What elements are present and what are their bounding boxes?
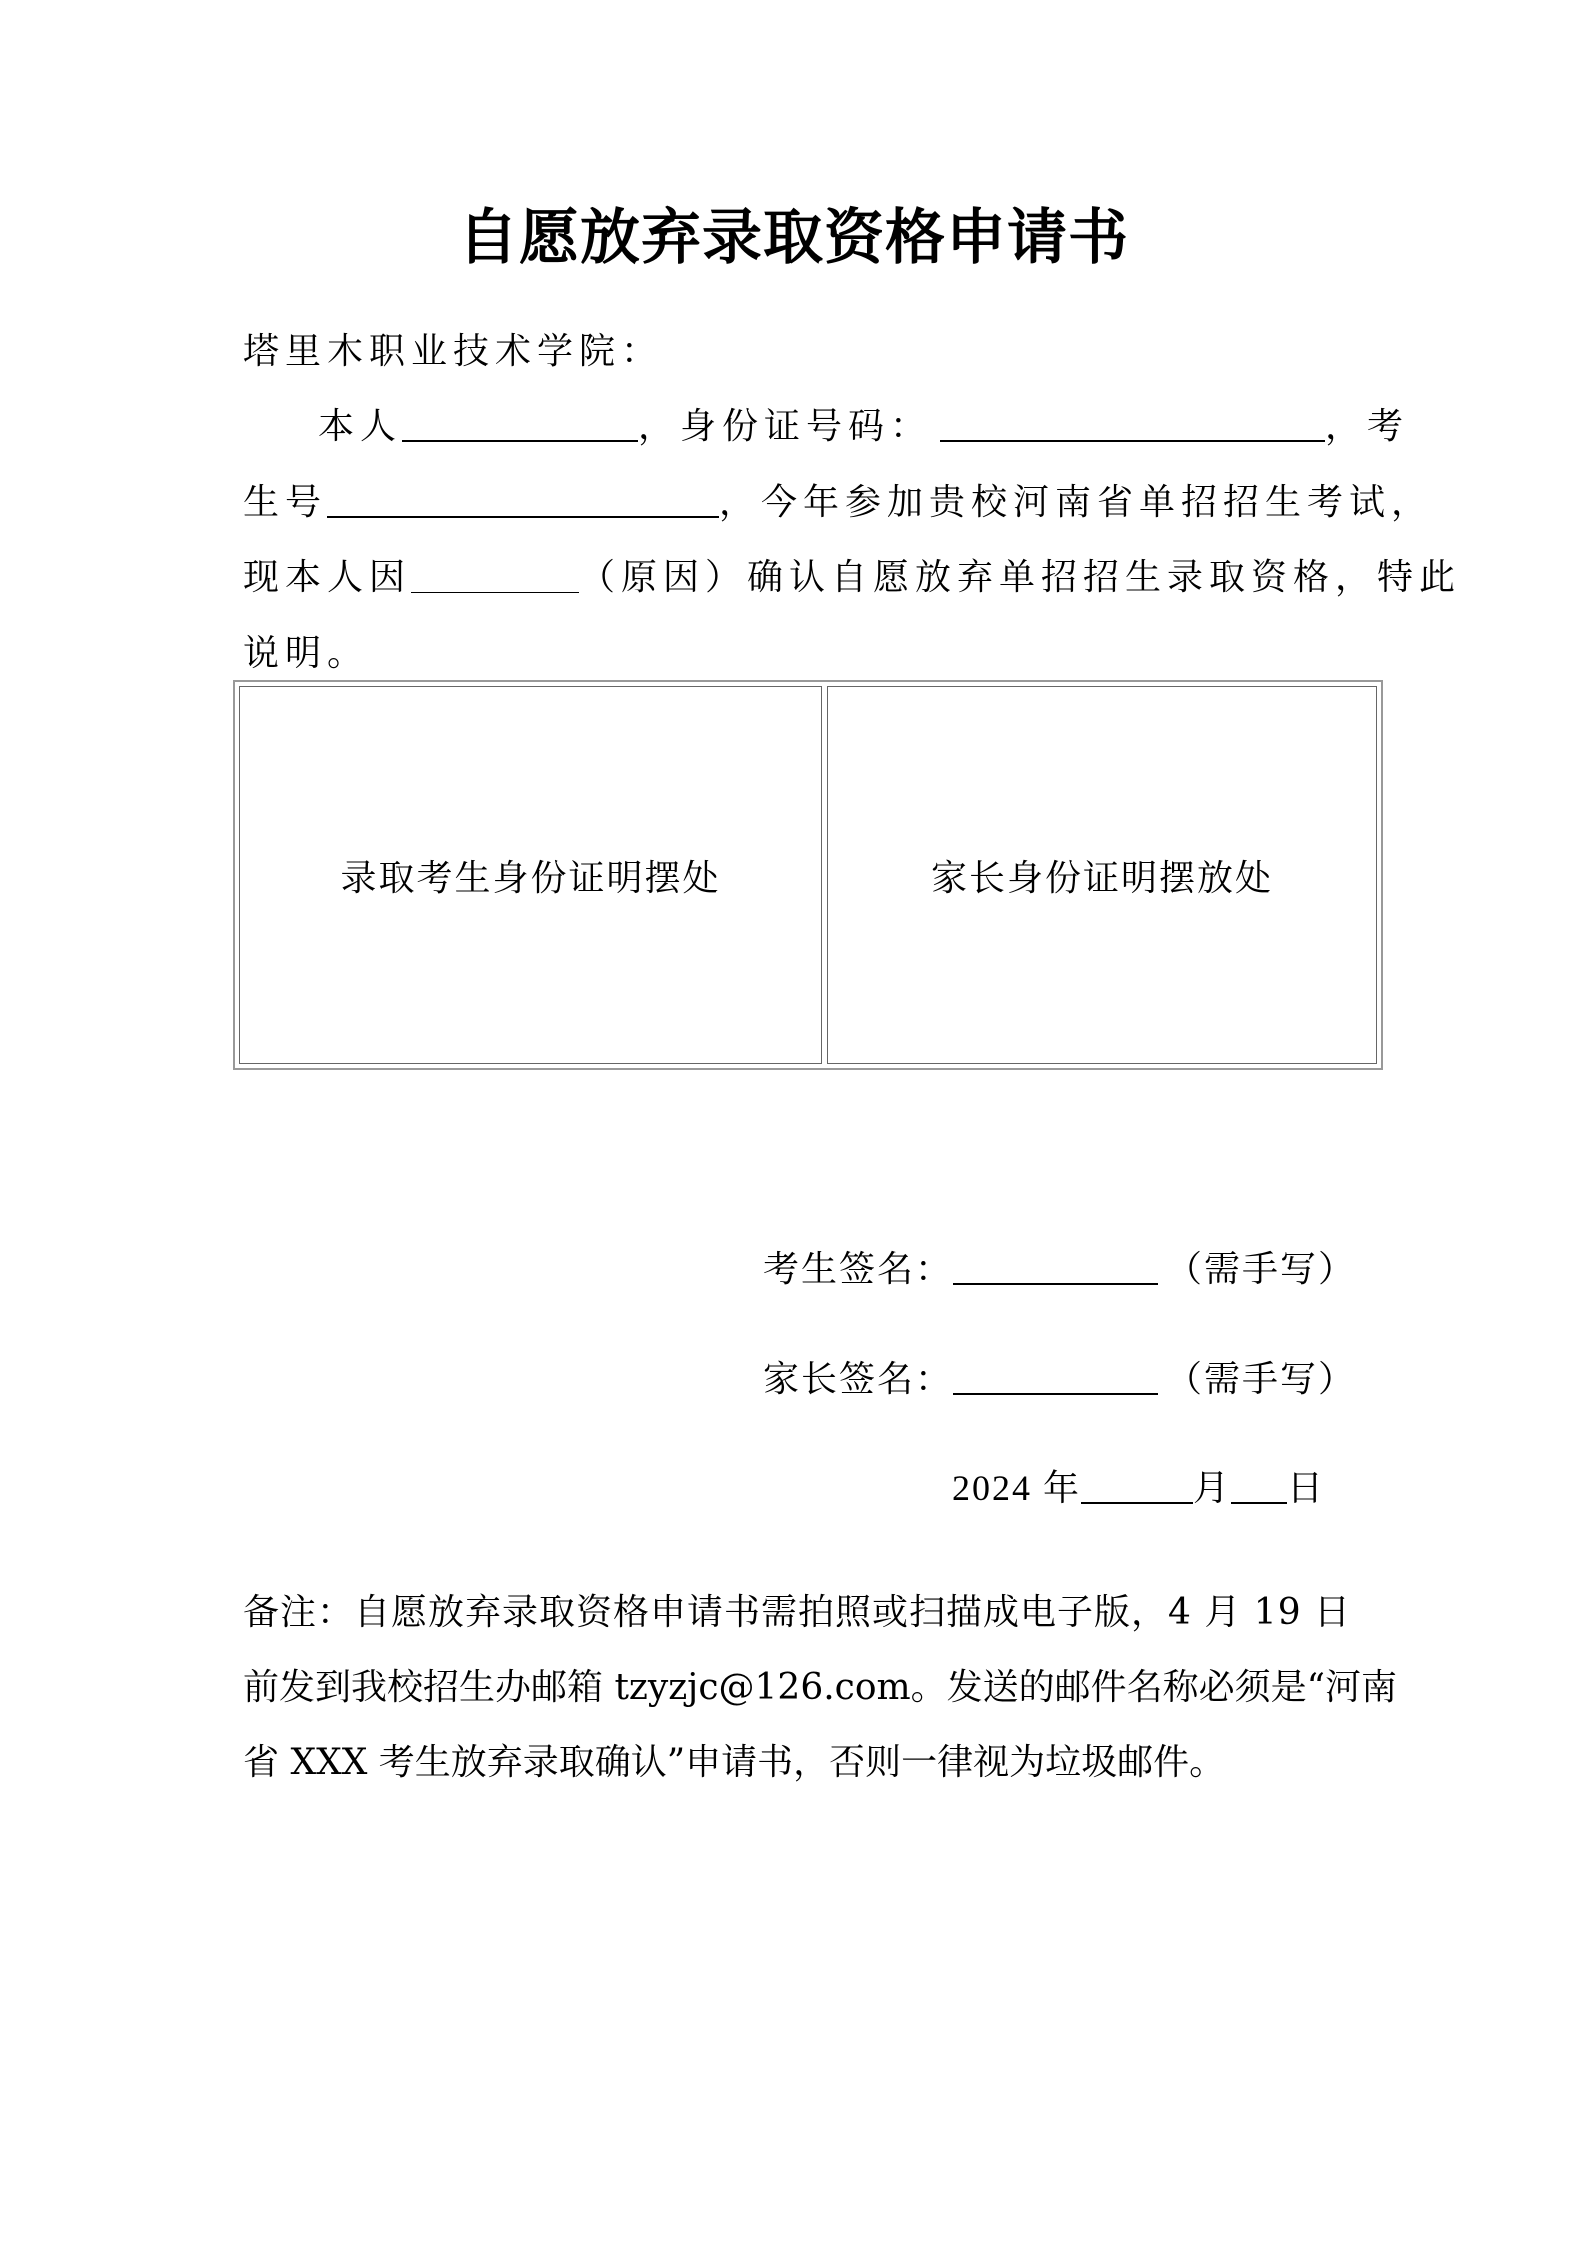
parent-id-box <box>827 686 1377 1064</box>
note-line-3: 省 XXX 考生放弃录取确认”申请书，否则一律视为垃圾邮件。 <box>243 1742 1226 1783</box>
reason-label: 现本人因 <box>243 557 412 598</box>
id-placement-table <box>233 680 1383 1070</box>
student-signature-line <box>763 1247 1356 1292</box>
month-blank[interactable] <box>1081 1466 1193 1504</box>
student-id-box <box>239 686 822 1064</box>
exam-label-end: 生号 <box>243 482 328 523</box>
parent-signature-label: 家长签名： <box>763 1359 954 1400</box>
student-signature-blank[interactable] <box>953 1247 1158 1285</box>
date-month: 月 <box>1193 1468 1232 1508</box>
name-blank[interactable] <box>402 404 638 442</box>
date-day: 日 <box>1287 1468 1326 1508</box>
body-line-4: 说明。 <box>243 633 370 674</box>
date-year: 2024 年 <box>952 1468 1082 1508</box>
page-title: 自愿放弃录取资格申请书 <box>458 203 1129 273</box>
parent-handwrite-note: （需手写） <box>1166 1359 1357 1400</box>
note-line-2: 前发到我校招生办邮箱 tzyzjc@126.com。发送的邮件名称必须是“河南 <box>243 1667 1398 1708</box>
student-id-label: 录取考生身份证明摆处 <box>340 857 721 899</box>
body-line-3 <box>243 556 1461 600</box>
reason-blank[interactable] <box>411 556 579 593</box>
id-number-label: ，身份证号码： <box>638 406 933 447</box>
exam-participation-text: ，今年参加贵校河南省单招招生考试， <box>719 482 1434 523</box>
body-line-2 <box>243 480 1433 525</box>
note-line-1: 备注：自愿放弃录取资格申请书需拍照或扫描成电子版，4 月 19 日 <box>243 1592 1352 1633</box>
date-line <box>952 1466 1325 1510</box>
parent-signature-blank[interactable] <box>953 1357 1158 1395</box>
id-number-blank[interactable] <box>940 404 1325 442</box>
student-handwrite-note: （需手写） <box>1166 1249 1357 1290</box>
confirm-text: （原因）确认自愿放弃单招招生录取资格，特此 <box>579 557 1462 598</box>
parent-signature-line <box>763 1357 1356 1402</box>
student-signature-label: 考生签名： <box>763 1249 954 1290</box>
body-line-1 <box>318 404 1409 449</box>
addressee: 塔里木职业技术学院： <box>243 331 664 372</box>
exam-number-blank[interactable] <box>327 480 719 518</box>
parent-id-label: 家长身份证明摆放处 <box>930 857 1273 899</box>
exam-label-start: ，考 <box>1325 406 1410 447</box>
day-blank[interactable] <box>1231 1466 1287 1504</box>
name-label: 本人 <box>318 406 403 447</box>
